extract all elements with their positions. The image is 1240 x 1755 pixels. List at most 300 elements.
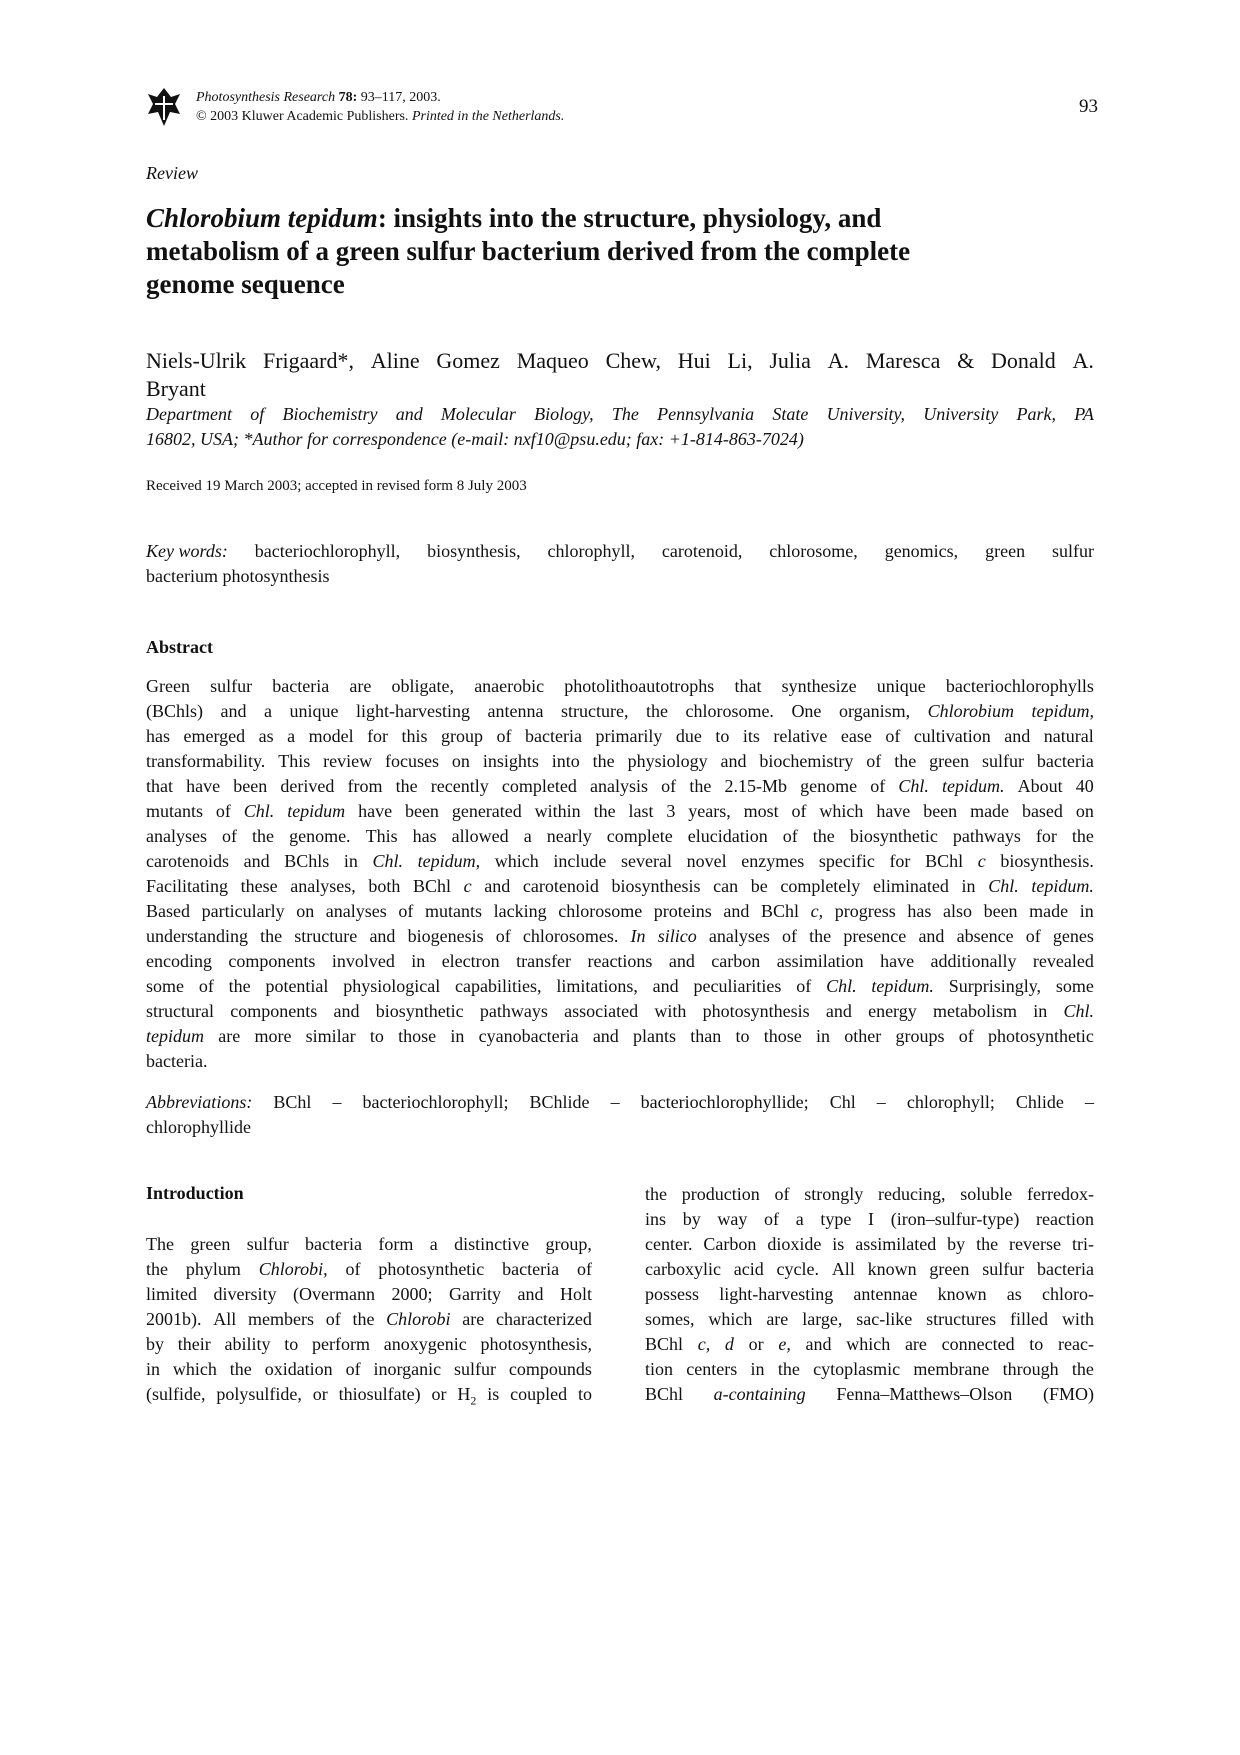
word: understanding (146, 926, 248, 946)
text-line (645, 1182, 1094, 1207)
word: complete (606, 826, 673, 846)
word: unique (876, 676, 926, 696)
word: limitations, (556, 976, 638, 996)
word: to (577, 1384, 592, 1404)
word: a (429, 1234, 438, 1254)
introduction-right-column (645, 1182, 1094, 1407)
word: photolithoautotrophs (564, 676, 715, 696)
word: of (661, 776, 677, 796)
text-line (146, 849, 1094, 874)
word: Fenna–Matthews–Olson (836, 1384, 1013, 1404)
word: in (1033, 1001, 1048, 1021)
word: in (1079, 901, 1094, 921)
word: bacteria (305, 1234, 362, 1254)
word: Chl. (898, 776, 929, 796)
word: BChls (284, 851, 330, 871)
word: tepidum. (871, 976, 934, 996)
word: the (894, 751, 917, 771)
affiliation-line-1 (146, 402, 1094, 427)
word: has (412, 826, 437, 846)
word: anoxygenic (383, 1334, 467, 1354)
word: some (146, 976, 184, 996)
word: analysis (590, 776, 649, 796)
journal-pages: 93–117, 2003. (360, 90, 441, 105)
text-line (645, 1207, 1094, 1232)
word: made (970, 801, 1010, 821)
word: progress (834, 901, 896, 921)
word: analyses (146, 826, 207, 846)
word: (BChls) (146, 701, 204, 721)
word: One (791, 701, 822, 721)
word: synthesize (781, 676, 857, 696)
word: tion (645, 1359, 674, 1379)
word: carboxylic (645, 1259, 721, 1279)
word: or (748, 1334, 764, 1354)
word: the (645, 1184, 667, 1204)
word: This (365, 826, 398, 846)
word: – (332, 1092, 342, 1112)
word: metabolism (932, 1001, 1017, 1021)
word: potential (265, 976, 329, 996)
word: the (976, 1234, 999, 1254)
journal-name: Photosynthesis Research (196, 90, 336, 105)
word: of (345, 1259, 361, 1279)
word: genome. (289, 826, 351, 846)
word: its (742, 726, 760, 746)
word: reducing, (878, 1184, 946, 1204)
word: tri- (1071, 1234, 1094, 1254)
word: sac-like (856, 1309, 913, 1329)
word: 2.15-Mb (724, 776, 787, 796)
word: of (198, 976, 214, 996)
word: silico (657, 926, 697, 946)
word: of (796, 976, 812, 996)
word: the (809, 926, 832, 946)
word: elucidation (687, 826, 768, 846)
word: have (358, 801, 393, 821)
word: specific (818, 851, 875, 871)
abbreviations (146, 1090, 1094, 1140)
word: that (146, 776, 173, 796)
word: particularly (201, 901, 285, 921)
word: compounds (508, 1359, 592, 1379)
word: in (961, 876, 976, 896)
word: the (395, 776, 418, 796)
word: novel (686, 851, 727, 871)
word: and (720, 751, 747, 771)
word: natural (1043, 726, 1094, 746)
word: absence (956, 926, 1014, 946)
word: BChl (925, 851, 964, 871)
word: Julia (769, 348, 811, 373)
author-list (146, 347, 1094, 403)
word: filled (1010, 1309, 1049, 1329)
word: Biochemistry (282, 404, 378, 424)
word: of (325, 1309, 341, 1329)
word: chlorosomes. (522, 926, 619, 946)
word: been (923, 801, 958, 821)
word: Green (146, 676, 190, 696)
word: and (395, 404, 423, 424)
word: form (378, 1234, 414, 1254)
word: proteins (653, 901, 712, 921)
word: and (333, 1001, 360, 1021)
word: components (228, 951, 316, 971)
journal-citation (196, 89, 441, 107)
word: strongly (804, 1184, 864, 1204)
word: Chl. (826, 976, 857, 996)
word: PA (1074, 404, 1094, 424)
journal-volume: 78: (338, 90, 358, 105)
word: in (816, 1026, 831, 1046)
word: of (345, 1359, 361, 1379)
word: bacteria (525, 726, 582, 746)
word: be (750, 876, 768, 896)
word: genomics, (884, 541, 959, 561)
word: pathways (479, 1001, 548, 1021)
word: and (517, 1284, 544, 1304)
authors-line-2: Bryant (146, 376, 206, 401)
word: the (1071, 1359, 1094, 1379)
word: About (1017, 776, 1063, 796)
word: been (983, 901, 1018, 921)
word: the (593, 801, 616, 821)
word: include (553, 851, 607, 871)
word: the (777, 1359, 800, 1379)
word: in (411, 951, 426, 971)
label-text: Key words: (146, 541, 228, 561)
text-line (146, 749, 1094, 774)
text-line (146, 1257, 592, 1282)
word: BChl (412, 876, 451, 896)
word: perform (312, 1334, 370, 1354)
word: 40 (1075, 776, 1094, 796)
word: also (942, 901, 972, 921)
word: reactions (587, 951, 653, 971)
abbreviations-line-2: chlorophyllide (146, 1117, 251, 1137)
abstract-heading: Abstract (146, 637, 213, 657)
word: (iron–sulfur-type) (890, 1209, 1020, 1229)
word: Chl. (1063, 1001, 1094, 1021)
word: encoding (146, 951, 212, 971)
text-line (146, 924, 1094, 949)
word: are (218, 1026, 241, 1046)
word: the (689, 776, 712, 796)
word: structural (146, 1001, 214, 1021)
word: in (146, 1359, 161, 1379)
text-line (146, 899, 1094, 924)
word: the (352, 1309, 375, 1329)
word: inorganic (373, 1359, 442, 1379)
word: sulfur (982, 1259, 1025, 1279)
word: a (795, 1209, 804, 1229)
word: groups (895, 1026, 945, 1046)
word: – (876, 1092, 886, 1112)
word: the (260, 926, 283, 946)
word: these (240, 876, 278, 896)
word: Chlorobi, (258, 1259, 328, 1279)
affiliation (146, 402, 1094, 452)
word: thiosulfate) (338, 1384, 421, 1404)
word: bacteria (502, 1259, 560, 1279)
word: photosynthetic (987, 1026, 1094, 1046)
word: In (630, 926, 646, 946)
word: transfer (516, 951, 572, 971)
text-line (146, 1332, 592, 1357)
text-line (146, 1049, 1094, 1074)
word: biochemistry (759, 751, 854, 771)
word: with (1061, 1309, 1094, 1329)
affiliation-line-2: 16802, USA; *Author for correspondence (e-mail: nxf10@psu.edu; fax: +1-814-863-7024) (146, 429, 804, 449)
text-line (146, 949, 1094, 974)
word: chloro- (1041, 1284, 1094, 1304)
word: and (918, 926, 945, 946)
word: and (723, 901, 750, 921)
word: peculiarities (693, 976, 782, 996)
word: – (1084, 1092, 1094, 1112)
word: of (215, 801, 231, 821)
word: tepidum, (1031, 701, 1094, 721)
word: to (1029, 1334, 1044, 1354)
word: have (876, 801, 911, 821)
word: I (868, 1209, 875, 1229)
word: membrane (913, 1359, 990, 1379)
word: bacteria (272, 676, 330, 696)
word: the (812, 826, 835, 846)
word: other (844, 1026, 882, 1046)
word: chlorosome, (769, 541, 858, 561)
word: genes (1052, 926, 1094, 946)
word: Gomez (436, 348, 500, 373)
text-line (146, 674, 1094, 699)
text-line (146, 1307, 592, 1332)
word: oxidation (264, 1359, 333, 1379)
word: carotenoids (146, 851, 229, 871)
word: analyses (708, 926, 770, 946)
word: acid (733, 1259, 764, 1279)
article-type: Review (146, 163, 198, 183)
word: and (484, 876, 511, 896)
word: of (866, 751, 882, 771)
word: State (772, 404, 809, 424)
word: (Overmann (293, 1284, 375, 1304)
word: distinctive (454, 1234, 530, 1254)
word: biogenesis (407, 926, 484, 946)
word: Niels-Ulrik (146, 348, 247, 373)
word: connected (941, 1334, 1015, 1354)
article-title (146, 202, 1046, 301)
word: photosynthesis (702, 1001, 810, 1021)
word: Chew, (605, 348, 661, 373)
word: of (958, 1026, 974, 1046)
word: Surprisingly, (948, 976, 1042, 996)
page-number: 93 (1079, 96, 1098, 117)
word: ability (224, 1334, 271, 1354)
word: this (401, 726, 428, 746)
word: several (621, 851, 672, 871)
word: Hui (677, 348, 711, 373)
word: antenna (487, 701, 544, 721)
word: pathways (952, 826, 1021, 846)
word: insights (482, 751, 539, 771)
word: limited (146, 1284, 197, 1304)
word: on (296, 901, 315, 921)
word: sulfur (982, 751, 1024, 771)
word: diversity (213, 1284, 277, 1304)
word: been (404, 801, 439, 821)
word: and (243, 851, 270, 871)
word: BChl (761, 901, 800, 921)
word: eliminated (872, 876, 949, 896)
word: has (146, 726, 170, 746)
word: assimilation (776, 951, 864, 971)
keywords-line-2: bacterium photosynthesis (146, 566, 330, 586)
word: are (904, 1334, 927, 1354)
word: phylum (185, 1259, 241, 1279)
word: of (496, 726, 512, 746)
word: Carbon (703, 1234, 757, 1254)
word: presence (843, 926, 907, 946)
word: most (743, 801, 779, 821)
title-line-3: genome sequence (146, 269, 345, 299)
word: photosynthesis, (480, 1334, 592, 1354)
word: sulfur (246, 1234, 289, 1254)
word: anaerobic (474, 676, 545, 696)
text-line (146, 1282, 592, 1307)
word: completed (501, 776, 577, 796)
word: primarily (595, 726, 663, 746)
text-line (146, 1357, 592, 1382)
word: coupled (510, 1384, 568, 1404)
word: tepidum. (1031, 876, 1094, 896)
word: characterized (495, 1309, 592, 1329)
word: of (885, 726, 901, 746)
word: cultivation (913, 726, 991, 746)
word: bacteriochlorophylls (945, 676, 1094, 696)
word: to (715, 726, 730, 746)
title-species: Chlorobium tepidum (146, 203, 378, 233)
word: $H_2$ (457, 1384, 477, 1408)
word: known (937, 1284, 987, 1304)
word: and (369, 926, 396, 946)
text-line (645, 1332, 1094, 1357)
word: a (287, 726, 296, 746)
word: d (724, 1334, 734, 1354)
word: last (628, 801, 654, 821)
word: center. (645, 1234, 693, 1254)
word: completely (780, 876, 861, 896)
word: Frigaard*, (262, 348, 354, 373)
word: model (308, 726, 354, 746)
word: Chlorobi (386, 1309, 451, 1329)
word: structure (294, 926, 358, 946)
word: reac- (1058, 1334, 1094, 1354)
copyright-text: © 2003 Kluwer Academic Publishers. (196, 109, 409, 124)
word: by (146, 1334, 164, 1354)
word: 2000; (391, 1284, 433, 1304)
word: which (494, 851, 539, 871)
word: on (1075, 801, 1094, 821)
abstract-body (146, 674, 1094, 1074)
word: physiology (627, 751, 708, 771)
word: recently (430, 776, 489, 796)
word: to (735, 1026, 750, 1046)
word: All (831, 1259, 855, 1279)
word: (sulfide, (146, 1384, 206, 1404)
abbreviations-line-1 (146, 1090, 1094, 1115)
word: cyanobacteria (478, 1026, 579, 1046)
word: centers (686, 1359, 738, 1379)
word: and (592, 1026, 619, 1046)
word: and (825, 1001, 852, 1021)
word: bacteria (1036, 751, 1094, 771)
word: dioxide (767, 1234, 822, 1254)
word: Chl. (988, 876, 1019, 896)
word: tepidum (146, 1026, 204, 1046)
word: antennae (853, 1284, 918, 1304)
word: light-harvesting (356, 701, 470, 721)
word: focuses (385, 751, 440, 771)
word: through (1002, 1359, 1059, 1379)
printed-text: Printed in the Netherlands. (411, 109, 565, 124)
word: for (367, 726, 389, 746)
word: members (247, 1309, 314, 1329)
word: structure, (560, 701, 629, 721)
word: by (947, 1234, 966, 1254)
word: biosynthesis, (427, 541, 521, 561)
word: reverse (1009, 1234, 1062, 1254)
word: nearly (546, 826, 592, 846)
word: sulfur (454, 1359, 497, 1379)
word: the (228, 976, 251, 996)
word: physiological (343, 976, 441, 996)
word: years, (688, 801, 731, 821)
text-line (146, 874, 1094, 899)
word: tepidum, (417, 851, 481, 871)
word: bacteriochlorophyll, (254, 541, 401, 561)
word: chlorosome (558, 901, 643, 921)
word: carbon (711, 951, 761, 971)
word: enzymes (741, 851, 805, 871)
word: Pennsylvania (657, 404, 755, 424)
word: electron (441, 951, 500, 971)
word: Chl (829, 1092, 856, 1112)
word: associated (564, 1001, 639, 1021)
word: obligate, (391, 676, 455, 696)
word: have (186, 776, 221, 796)
word: ferredox- (1027, 1184, 1094, 1204)
word: sulfur (1051, 541, 1094, 561)
word: some (1055, 976, 1094, 996)
word: of (774, 1184, 790, 1204)
word: The (611, 404, 639, 424)
word: University, (826, 404, 906, 424)
word: is (487, 1384, 500, 1404)
word: been (233, 776, 268, 796)
text-line (146, 1024, 1094, 1049)
word: A. (1072, 348, 1094, 373)
word: group (441, 726, 484, 746)
word: c, (697, 1334, 711, 1354)
word: for (889, 851, 911, 871)
word: on (451, 751, 470, 771)
word: those (398, 1026, 437, 1046)
word: the (146, 1259, 168, 1279)
title-line-2: metabolism of a green sulfur bacterium derived from the complete (146, 236, 911, 266)
word: by (682, 1209, 701, 1229)
word: revealed (1032, 951, 1094, 971)
word: mutants (146, 801, 203, 821)
